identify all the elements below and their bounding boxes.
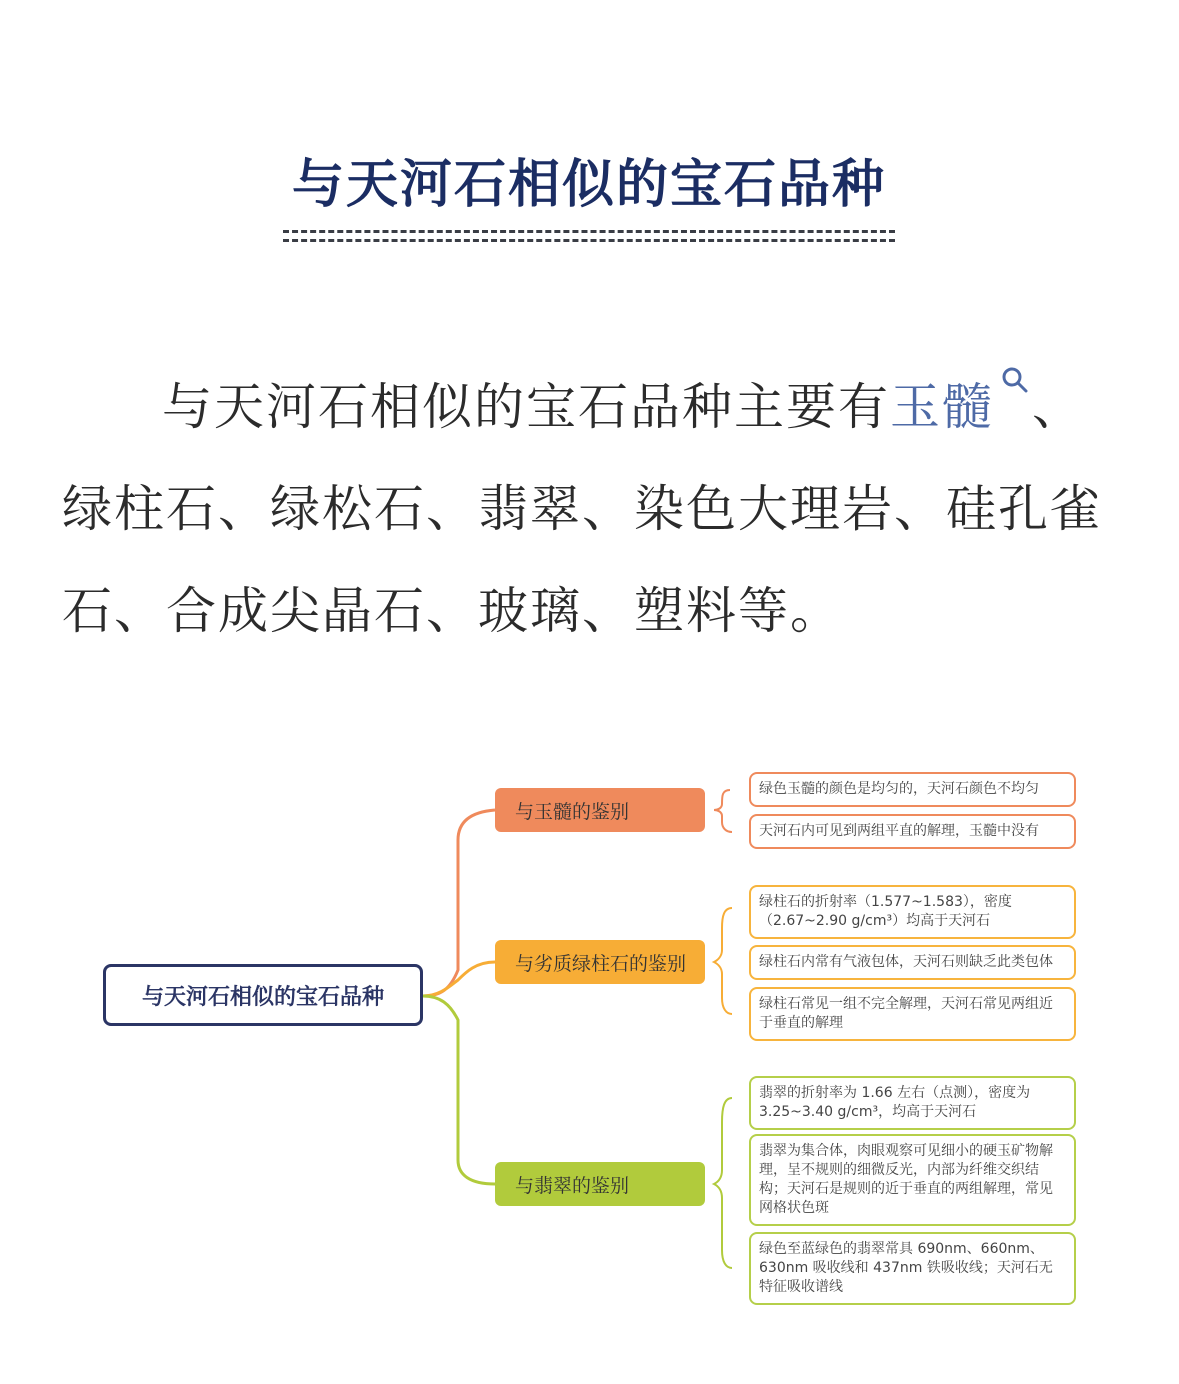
branch-jadeite: 与翡翠的鉴别 [495, 1162, 705, 1206]
page-title: 与天河石相似的宝石品种 [291, 155, 886, 215]
title-dashed-underline [283, 230, 895, 242]
mindmap-root: 与天河石相似的宝石品种 [103, 964, 423, 1026]
branch-beryl: 与劣质绿柱石的鉴别 [495, 940, 705, 984]
leaf-beryl-3: 绿柱石常见一组不完全解理，天河石常见两组近于垂直的解理 [749, 987, 1076, 1041]
chalcedony-link[interactable]: 玉髓 [890, 378, 994, 436]
intro-text-start: 与天河石相似的宝石品种主要有 [162, 378, 890, 436]
branch-chalcedony: 与玉髓的鉴别 [495, 788, 705, 832]
search-icon[interactable] [998, 364, 1032, 398]
mind-map [0, 760, 1179, 1320]
leaf-beryl-2: 绿柱石内常有气液包体，天河石则缺乏此类包体 [749, 945, 1076, 980]
intro-text-end: 、绿柱石、绿松石、翡翠、染色大理岩、硅孔雀石、合成尖晶石、玻璃、塑料等。 [62, 378, 1102, 640]
brace-branch-3 [714, 1098, 732, 1268]
leaf-jadeite-3: 绿色至蓝绿色的翡翠常具 690nm、660nm、630nm 吸收线和 437nm 铁吸收线；天河石无特征吸收谱线 [749, 1232, 1076, 1305]
leaf-beryl-1: 绿柱石的折射率（1.577~1.583），密度（2.67~2.90 g/cm³）均高于天河石 [749, 885, 1076, 939]
connector-branch-3 [423, 996, 495, 1184]
leaf-chalcedony-2: 天河石内可见到两组平直的解理，玉髓中没有 [749, 814, 1076, 849]
brace-branch-2 [714, 908, 732, 1014]
page-title-block [283, 148, 895, 242]
leaf-chalcedony-1: 绿色玉髓的颜色是均匀的，天河石颜色不均匀 [749, 772, 1076, 807]
intro-paragraph [62, 356, 1122, 662]
connector-branch-1 [423, 810, 495, 996]
leaf-jadeite-1: 翡翠的折射率为 1.66 左右（点测），密度为 3.25~3.40 g/cm³，均高于天河石 [749, 1076, 1076, 1130]
brace-branch-1 [714, 790, 732, 832]
leaf-jadeite-2: 翡翠为集合体，肉眼观察可见细小的硬玉矿物解理，呈不规则的细微反光，内部为纤维交织结构；天河石是规则的近于垂直的两组解理，常见网格状色斑 [749, 1134, 1076, 1226]
